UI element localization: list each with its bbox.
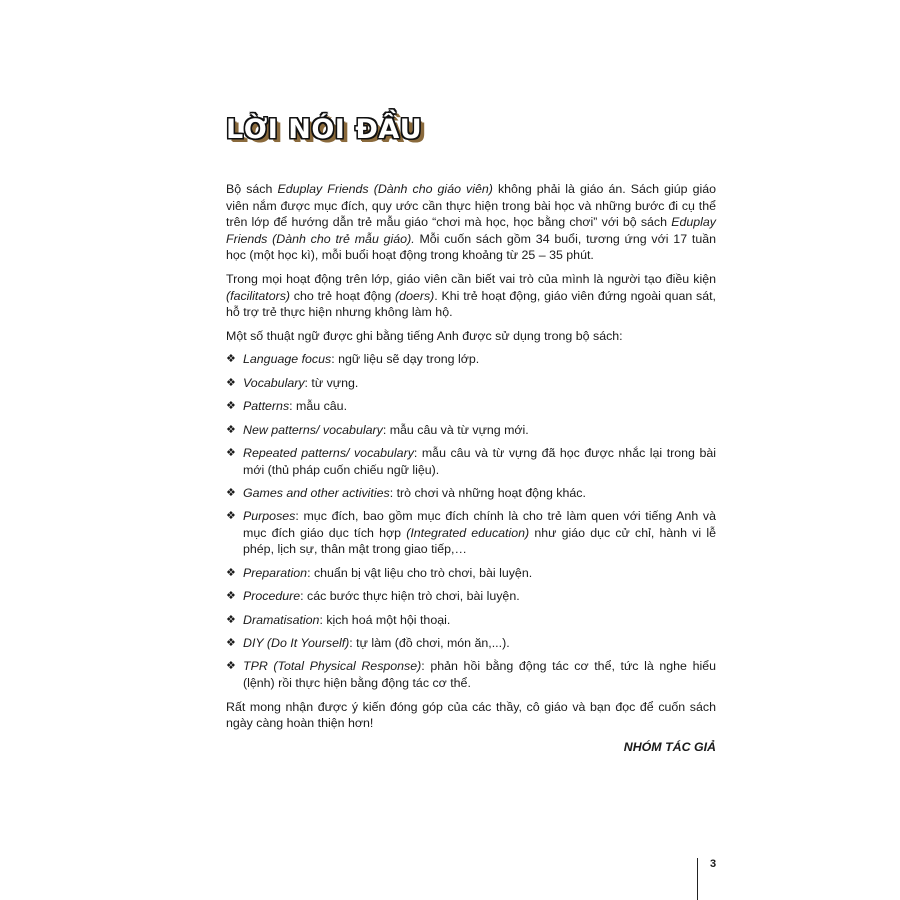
- diamond-bullet-icon: ❖: [226, 509, 236, 523]
- term-definition-continued: như giáo dục cử chỉ, hành vi lễ phép, lịch sự, thân mật trong giao tiếp,…: [243, 525, 716, 557]
- list-item: [226, 635, 716, 652]
- term-label: Language focus: [243, 352, 332, 367]
- signature: NHÓM TÁC GIẢ: [623, 739, 716, 754]
- diamond-bullet-icon: ❖: [226, 636, 236, 650]
- term-label: New patterns/ vocabulary: [243, 422, 383, 437]
- term-inline-italic: (Integrated education): [406, 525, 530, 540]
- list-item: [226, 658, 716, 691]
- book-title-teacher: Eduplay Friends (Dành cho giáo viên): [277, 182, 493, 196]
- diamond-bullet-icon: ❖: [226, 422, 236, 436]
- list-item: [226, 612, 716, 629]
- diamond-bullet-icon: ❖: [226, 399, 236, 413]
- term-definition: : các bước thực hiện trò chơi, bài luyện.: [300, 589, 520, 604]
- list-item: [226, 508, 716, 558]
- list-item: [226, 422, 716, 439]
- text-run: không phải là giáo án. Sách giúp giáo viên nắm được mục đích, quy ước cần thực hiện trong bài học và những bước đi cụ thể trên lớp để hướng dẫn trẻ mẫu giáo “chơi mà học, học bằng chơi” với bộ sách: [226, 182, 716, 230]
- diamond-bullet-icon: ❖: [226, 352, 236, 366]
- term-definition: : mẫu câu và từ vựng đã học được nhắc lại trong bài mới (thủ pháp cuốn chiếu ngữ liệu).: [243, 445, 716, 477]
- term-facilitators: (facilitators): [226, 288, 291, 303]
- list-item: [226, 351, 716, 368]
- list-item: [226, 445, 716, 478]
- term-label: Procedure: [243, 589, 301, 604]
- text-run: Mỗi cuốn sách gồm 34 buổi, tương ứng với 17 tuần học (một học kì), mỗi buổi hoạt động trong khoảng từ 25 – 35 phút.: [226, 231, 717, 263]
- diamond-bullet-icon: ❖: [226, 565, 236, 579]
- intro-paragraph-3: Một số thuật ngữ được ghi bằng tiếng Anh được sử dụng trong bộ sách:: [226, 328, 623, 343]
- list-item: [226, 375, 716, 392]
- term-label: Purposes: [243, 509, 296, 524]
- term-definition: : trò chơi và những hoạt động khác.: [389, 485, 586, 500]
- text-run: Bộ sách: [226, 182, 278, 196]
- diamond-bullet-icon: ❖: [226, 659, 236, 673]
- term-label: Preparation: [243, 565, 308, 580]
- list-item: [226, 565, 716, 582]
- term-definition: : mẫu câu.: [289, 399, 348, 414]
- text-run: cho trẻ hoạt động: [290, 288, 396, 303]
- term-definition: : chuẩn bị vật liệu cho trò chơi, bài luyện.: [307, 565, 533, 580]
- term-label: Dramatisation: [243, 612, 320, 627]
- term-definition: : tự làm (đồ chơi, món ăn,...).: [349, 636, 510, 651]
- footer-divider: [697, 858, 698, 900]
- diamond-bullet-icon: ❖: [226, 445, 236, 459]
- page-number: 3: [710, 858, 717, 870]
- term-label: Vocabulary: [243, 375, 305, 390]
- terms-list: [226, 351, 716, 691]
- intro-paragraph-2: [226, 271, 716, 321]
- term-definition: : mục đích, bao gồm mục đích chính là cho trẻ làm quen với tiếng Anh và mục đích giáo dục tích hợp: [243, 509, 716, 540]
- term-doers: (doers): [395, 288, 435, 303]
- term-label: Games and other activities: [243, 485, 390, 500]
- term-label: DIY (Do It Yourself): [243, 636, 350, 651]
- term-label: Patterns: [243, 399, 290, 414]
- diamond-bullet-icon: ❖: [226, 375, 236, 389]
- intro-paragraph-1: [226, 181, 716, 264]
- text-run: Trong mọi hoạt động trên lớp, giáo viên cần biết vai trò của mình là người tạo điều kiện: [226, 271, 716, 286]
- list-item: [226, 398, 716, 415]
- book-title-children: Eduplay Friends (Dành cho trẻ mẫu giáo).: [226, 215, 716, 246]
- text-run: . Khi trẻ hoạt động, giáo viên đứng ngoài quan sát, hỗ trợ trẻ thực hiện nhưng không làm hộ.: [226, 288, 716, 320]
- term-definition: : ngữ liệu sẽ dạy trong lớp.: [331, 352, 480, 367]
- diamond-bullet-icon: ❖: [226, 589, 236, 603]
- term-definition: : từ vựng.: [304, 375, 359, 390]
- term-definition: : mẫu câu và từ vựng mới.: [382, 422, 529, 437]
- term-definition: : phản hồi bằng động tác cơ thể, tức là nghe hiểu (lệnh) rồi thực hiện bằng động tác cơ thể.: [243, 659, 717, 691]
- page-body: [226, 181, 716, 755]
- list-item: [226, 485, 716, 502]
- list-item: [226, 588, 716, 605]
- diamond-bullet-icon: ❖: [226, 485, 236, 499]
- page-title: LỜI NÓI ĐẦU: [226, 114, 423, 145]
- closing-paragraph: Rất mong nhận được ý kiến đóng góp của các thầy, cô giáo và bạn đọc để cuốn sách ngày càng hoàn thiện hơn!: [226, 699, 716, 731]
- diamond-bullet-icon: ❖: [226, 612, 236, 626]
- term-label: Repeated patterns/ vocabulary: [243, 445, 414, 460]
- term-label: TPR (Total Physical Response): [243, 659, 422, 674]
- term-definition: : kịch hoá một hội thoại.: [319, 612, 451, 627]
